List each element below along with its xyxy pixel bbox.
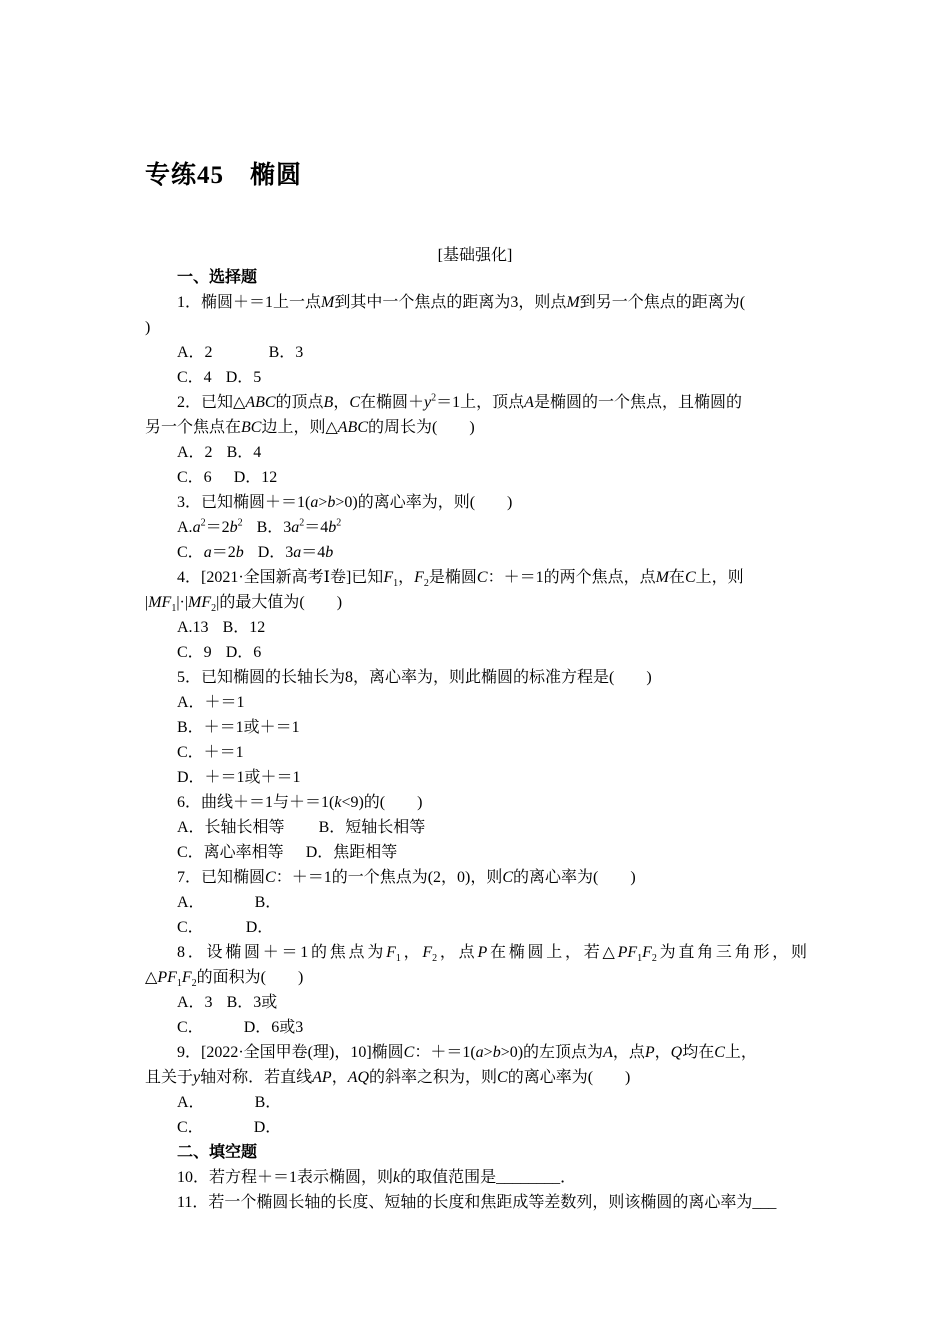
question-8-stem: 8．设椭圆＋＝1的焦点为$F_1$，$F_2$，点P在椭圆上，若$\triangle PF_1F_2$为直角三角形，则 <box>177 944 807 965</box>
question-8-options-ab <box>145 990 807 1015</box>
option-d: D． <box>253 1119 282 1136</box>
option-c: C．6 <box>177 469 212 486</box>
option-c: C．＋＝1 <box>177 744 244 761</box>
option-b: B． <box>254 1094 282 1111</box>
question-9-stem: 9．[2022·全国甲卷(理)，10]椭圆C：＋＝1(a>b>0)的左顶点为A，点P，Q均在C上， <box>177 1044 757 1061</box>
option-a: A．＋＝1 <box>177 694 245 711</box>
option-a: A．3 <box>177 994 213 1011</box>
question-11-stem: 11．若一个椭圆长轴的长度、短轴的长度和焦距成等差数列，则该椭圆的离心率为___ <box>177 1194 777 1211</box>
question-9-options-cd <box>145 1115 807 1140</box>
question-10-stem: 10．若方程＋＝1表示椭圆，则k的取值范围是________． <box>177 1169 577 1186</box>
part2-heading: 二、填空题 <box>177 1144 258 1161</box>
option-d: D．焦距相等 <box>305 844 398 861</box>
question-7-options-cd <box>145 915 807 940</box>
question-2-options-cd <box>145 465 807 490</box>
part1-heading: 一、选择题 <box>177 269 258 286</box>
question-9-options-ab <box>145 1090 807 1115</box>
question-1-options-ab <box>145 340 807 365</box>
question-6-options-cd <box>145 840 807 865</box>
option-c: C．9 <box>177 644 212 661</box>
question-3-stem: 3．已知椭圆＋＝1(a>b>0)的离心率为，则( ) <box>177 494 513 511</box>
option-d: D．6 <box>225 644 262 661</box>
option-a: A.13 <box>177 619 209 636</box>
question-2-options-ab <box>145 440 807 465</box>
option-d: D．＋＝1或＋＝1 <box>177 769 301 786</box>
option-b: B． <box>254 894 282 911</box>
option-c: C．离心率相等 <box>177 844 284 861</box>
question-5-stem: 5．已知椭圆的长轴长为8，离心率为，则此椭圆的标准方程是( ) <box>177 669 652 686</box>
option-a: A．长轴长相等 <box>177 819 285 836</box>
option-a: A．2 <box>177 444 213 461</box>
section-label: [基础强化] <box>437 247 513 264</box>
option-c: C．a＝2b <box>177 544 244 561</box>
question-8-stem-cont: $\triangle PF_1F_2$的面积为( ) <box>145 969 304 990</box>
question-1-options-cd <box>145 365 807 390</box>
option-c: C． <box>177 1119 204 1136</box>
question-9-stem-cont: 且关于y轴对称．若直线AP，AQ的斜率之积为，则C的离心率为( ) <box>145 1069 631 1086</box>
option-a: A． <box>177 894 205 911</box>
question-3-options-cd <box>145 540 807 565</box>
option-b: B．$3a^2=4b^2$ <box>256 517 342 536</box>
option-a: A． <box>177 1094 205 1111</box>
option-b: B．短轴长相等 <box>318 819 426 836</box>
question-8-options-cd <box>145 1015 807 1040</box>
page-title: 专练45 椭圆 <box>145 162 303 189</box>
option-c: C．4 <box>177 369 212 386</box>
question-1-stem: 1．椭圆＋＝1上一点M到其中一个焦点的距离为3，则点M到另一个焦点的距离为( <box>177 294 746 311</box>
question-4-options-ab <box>145 615 807 640</box>
option-c: C． <box>177 1019 204 1036</box>
question-4-stem-cont: $|MF_1|\cdot|MF_2|$的最大值为( ) <box>145 594 343 615</box>
question-4-stem: 4．[2021·全国新高考Ⅰ卷]已知$F_1$，$F_2$是椭圆C：＋＝1的两个焦点，点M在C上，则 <box>177 569 744 590</box>
option-a: $A.a^2=2b^2$ <box>177 517 243 536</box>
option-b: B．12 <box>222 619 266 636</box>
option-d: D．3a＝4b <box>257 544 334 561</box>
exercise-content <box>145 265 807 1215</box>
question-6-stem: 6．曲线＋＝1与＋＝1(k<9)的( ) <box>177 794 423 811</box>
option-b: B．4 <box>226 444 262 461</box>
question-2-stem: 2．已知△ABC的顶点B，C在椭圆$+y^2=1$上，顶点A是椭圆的一个焦点，且椭圆的 <box>177 392 742 411</box>
option-d: D．6或3 <box>243 1019 304 1036</box>
option-a: A．2 <box>177 344 213 361</box>
question-7-options-ab <box>145 890 807 915</box>
option-c: C． <box>177 919 204 936</box>
option-d: D．12 <box>233 469 278 486</box>
option-d: D．5 <box>225 369 262 386</box>
option-b: B．3 <box>268 344 304 361</box>
option-b: B．＋＝1或＋＝1 <box>177 719 300 736</box>
question-3-options-ab <box>145 515 807 540</box>
question-6-options-ab <box>145 815 807 840</box>
question-1-stem-end: ) <box>145 319 151 336</box>
question-2-stem-cont: 另一个焦点在BC边上，则△ABC的周长为( ) <box>145 419 475 436</box>
option-b: B．3或 <box>226 994 278 1011</box>
question-4-options-cd <box>145 640 807 665</box>
option-d: D． <box>245 919 274 936</box>
question-7-stem: 7．已知椭圆C：＋＝1的一个焦点为(2，0)，则C的离心率为( ) <box>177 869 636 886</box>
